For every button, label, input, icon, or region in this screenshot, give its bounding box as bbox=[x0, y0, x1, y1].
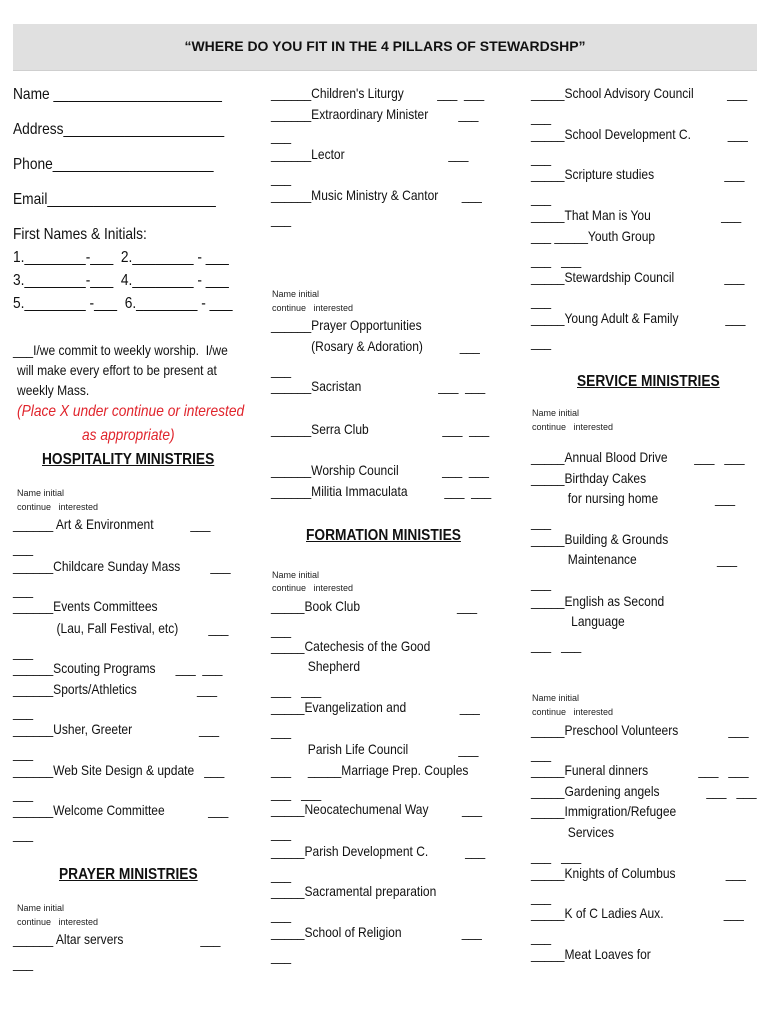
liturgy-item[interactable]: ______Music Ministry & Cantor ___ bbox=[271, 187, 482, 203]
liturgy-col-header-1: Name initial bbox=[272, 289, 320, 299]
service-col-header-2: continue interested bbox=[532, 422, 614, 432]
formation-item[interactable]: Shepherd bbox=[271, 658, 361, 674]
formation-item[interactable]: ___ bbox=[271, 723, 292, 739]
service-item[interactable]: _____Immigration/Refugee bbox=[531, 803, 677, 819]
hospitality-col-header-2: continue interested bbox=[17, 502, 99, 512]
hospitality-item[interactable]: (Lau, Fall Festival, etc) ___ bbox=[13, 620, 229, 636]
liturgy-item[interactable]: ______Serra Club ___ ___ bbox=[271, 421, 490, 437]
service-item[interactable]: _____Building & Grounds bbox=[531, 531, 669, 547]
liturgy-item[interactable]: ___ bbox=[271, 170, 292, 186]
right-item[interactable]: _____Scripture studies ___ bbox=[531, 166, 745, 182]
formation-ministries-heading: FORMATION MINISTIES bbox=[306, 527, 461, 544]
service-item[interactable]: _____Knights of Columbus ___ bbox=[531, 865, 746, 881]
liturgy-item[interactable]: ______Children's Liturgy ___ ___ bbox=[271, 85, 485, 101]
formation-item[interactable]: _____Book Club ___ bbox=[271, 598, 478, 614]
names-row-3[interactable]: 5.________ -___ 6.________ - ___ bbox=[13, 295, 233, 312]
prayer-item[interactable]: ___ bbox=[13, 955, 34, 971]
commit-line-2: will make every effort to be present at bbox=[17, 362, 217, 378]
hospitality-item[interactable]: ______Events Committees bbox=[13, 598, 158, 614]
service-item[interactable]: _____Birthday Cakes bbox=[531, 470, 647, 486]
service-item[interactable]: Maintenance ___ bbox=[531, 551, 738, 567]
formation-item[interactable]: _____School of Religion ___ bbox=[271, 924, 482, 940]
page-header bbox=[13, 24, 757, 71]
right-item[interactable]: ___ bbox=[531, 109, 552, 125]
phone-field[interactable]: Phone_____________________ bbox=[13, 156, 214, 173]
formation-item[interactable]: _____Parish Development C. ___ bbox=[271, 843, 486, 859]
instruction-line-2: as appropriate) bbox=[82, 427, 175, 444]
liturgy-item[interactable]: ______Extraordinary Minister ___ bbox=[271, 106, 479, 122]
service-item[interactable]: _____K of C Ladies Aux. ___ bbox=[531, 905, 744, 921]
name-field[interactable]: Name ______________________ bbox=[13, 86, 222, 103]
prayer-col-header-1: Name initial bbox=[17, 903, 65, 913]
service-item[interactable]: _____Annual Blood Drive ___ ___ bbox=[531, 449, 745, 465]
formation-item[interactable]: Parish Life Council ___ bbox=[271, 741, 479, 757]
hospitality-item[interactable]: ___ bbox=[13, 540, 34, 556]
service-item[interactable]: _____Preschool Volunteers ___ bbox=[531, 722, 749, 738]
prayer-col-header-2: continue interested bbox=[17, 917, 99, 927]
first-names-label: First Names & Initials: bbox=[13, 226, 147, 243]
liturgy-item[interactable]: ___ bbox=[271, 211, 292, 227]
liturgy-item[interactable]: ___ bbox=[271, 128, 292, 144]
service-item[interactable]: ___ ___ bbox=[531, 848, 582, 864]
hospitality-col-header-1: Name initial bbox=[17, 488, 65, 498]
service-item[interactable]: for nursing home ___ bbox=[531, 490, 736, 506]
hospitality-item[interactable]: ___ bbox=[13, 644, 34, 660]
email-field[interactable]: Email______________________ bbox=[13, 191, 216, 208]
hospitality-item[interactable]: ______ Art & Environment ___ bbox=[13, 516, 211, 532]
right-item[interactable]: ___ bbox=[531, 150, 552, 166]
service-item[interactable]: _____English as Second bbox=[531, 593, 665, 609]
hospitality-item[interactable]: ______Sports/Athletics ___ bbox=[13, 681, 218, 697]
hospitality-ministries-heading: HOSPITALITY MINISTRIES bbox=[42, 451, 215, 468]
right-item[interactable]: _____School Development C. ___ bbox=[531, 126, 748, 142]
commit-line-3: weekly Mass. bbox=[17, 382, 90, 398]
formation-item[interactable]: ___ bbox=[271, 622, 292, 638]
right-item[interactable]: _____Young Adult & Family ___ bbox=[531, 310, 746, 326]
service-ministries-heading: SERVICE MINISTRIES bbox=[577, 373, 720, 390]
address-field[interactable]: Address_____________________ bbox=[13, 121, 225, 138]
service-col-header-1b: Name initial bbox=[532, 693, 580, 703]
right-item[interactable]: _____That Man is You ___ bbox=[531, 207, 742, 223]
names-row-2[interactable]: 3.________-___ 4.________ - ___ bbox=[13, 272, 229, 289]
hospitality-item[interactable]: ______Usher, Greeter ___ bbox=[13, 721, 220, 737]
liturgy-item[interactable]: (Rosary & Adoration) ___ bbox=[271, 338, 480, 354]
right-item[interactable]: ___ bbox=[531, 293, 552, 309]
service-item[interactable]: ___ bbox=[531, 746, 552, 762]
formation-item[interactable]: _____Sacramental preparation bbox=[271, 883, 437, 899]
liturgy-item[interactable]: ______Sacristan ___ ___ bbox=[271, 378, 486, 394]
right-item[interactable]: ___ bbox=[531, 190, 552, 206]
prayer-ministries-heading: PRAYER MINISTRIES bbox=[59, 866, 198, 883]
right-item[interactable]: ___ bbox=[531, 334, 552, 350]
service-item[interactable]: ___ bbox=[531, 514, 552, 530]
right-item[interactable]: ___ ___ bbox=[531, 252, 582, 268]
hospitality-item[interactable]: ______Childcare Sunday Mass ___ bbox=[13, 558, 231, 574]
hospitality-item[interactable]: ______Web Site Design & update ___ bbox=[13, 762, 225, 778]
formation-item[interactable]: _____Catechesis of the Good bbox=[271, 638, 431, 654]
formation-col-header-2: continue interested bbox=[272, 583, 354, 593]
formation-item[interactable]: ___ ___ bbox=[271, 785, 322, 801]
formation-item[interactable]: _____Neocatechumenal Way ___ bbox=[271, 801, 483, 817]
service-col-header-2b: continue interested bbox=[532, 707, 614, 717]
instruction-line-1: (Place X under continue or interested bbox=[17, 403, 245, 420]
service-item[interactable]: ___ bbox=[531, 889, 552, 905]
liturgy-item[interactable]: ______Prayer Opportunities bbox=[271, 317, 422, 333]
right-item[interactable]: ___ _____Youth Group bbox=[531, 228, 656, 244]
commit-line-1: ___I/we commit to weekly worship. I/we bbox=[13, 342, 228, 358]
service-item[interactable]: _____Gardening angels ___ ___ bbox=[531, 783, 757, 799]
service-item[interactable]: ___ bbox=[531, 929, 552, 945]
hospitality-item[interactable]: ___ bbox=[13, 704, 34, 720]
formation-col-header-1: Name initial bbox=[272, 570, 320, 580]
service-item[interactable]: ___ bbox=[531, 575, 552, 591]
formation-item[interactable]: _____Evangelization and ___ bbox=[271, 699, 480, 715]
names-row-1[interactable]: 1.________-___ 2.________ - ___ bbox=[13, 249, 229, 266]
hospitality-item[interactable]: ______Scouting Programs ___ ___ bbox=[13, 660, 223, 676]
hospitality-item[interactable]: ___ bbox=[13, 745, 34, 761]
service-col-header-1: Name initial bbox=[532, 408, 580, 418]
service-item[interactable]: ___ ___ bbox=[531, 637, 582, 653]
formation-item[interactable]: ___ bbox=[271, 907, 292, 923]
hospitality-item[interactable]: ___ bbox=[13, 786, 34, 802]
formation-item[interactable]: ___ bbox=[271, 867, 292, 883]
formation-item[interactable]: ___ _____Marriage Prep. Couples bbox=[271, 762, 469, 778]
formation-item[interactable]: ___ bbox=[271, 825, 292, 841]
service-item[interactable]: Services bbox=[531, 824, 614, 840]
formation-item[interactable]: ___ bbox=[271, 948, 292, 964]
liturgy-col-header-2: continue interested bbox=[272, 303, 354, 313]
service-item[interactable]: _____Funeral dinners ___ ___ bbox=[531, 762, 749, 778]
liturgy-item[interactable]: ______Militia Immaculata ___ ___ bbox=[271, 483, 492, 499]
hospitality-item[interactable]: ___ bbox=[13, 582, 34, 598]
hospitality-item[interactable]: ______Welcome Committee ___ bbox=[13, 802, 229, 818]
liturgy-item[interactable]: ______Lector ___ bbox=[271, 146, 469, 162]
right-item[interactable]: _____Stewardship Council ___ bbox=[531, 269, 745, 285]
service-item[interactable]: Language bbox=[531, 613, 625, 629]
liturgy-item[interactable]: ___ bbox=[271, 362, 292, 378]
page-title: “WHERE DO YOU FIT IN THE 4 PILLARS OF STEWARDSHP” bbox=[184, 38, 586, 54]
liturgy-item[interactable]: ______Worship Council ___ ___ bbox=[271, 462, 489, 478]
right-item[interactable]: _____School Advisory Council ___ bbox=[531, 85, 748, 101]
prayer-item[interactable]: ______ Altar servers ___ bbox=[13, 931, 221, 947]
service-item[interactable]: _____Meat Loaves for bbox=[531, 946, 651, 962]
formation-item[interactable]: ___ ___ bbox=[271, 682, 322, 698]
hospitality-item[interactable]: ___ bbox=[13, 826, 34, 842]
